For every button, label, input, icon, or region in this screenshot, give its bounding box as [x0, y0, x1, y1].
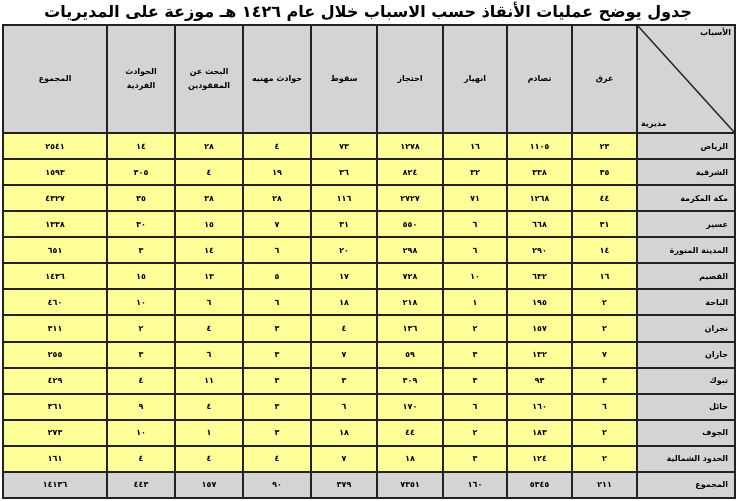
column-header: البحث عن المفقودين: [175, 25, 243, 133]
table-cell: ١٦: [572, 263, 637, 289]
column-header: الحوادث الفردية: [107, 25, 175, 133]
table-cell: ٨٢٤: [377, 159, 443, 185]
table-cell: ٣: [243, 368, 311, 394]
table-cell: ٣: [443, 342, 507, 368]
table-cell: ١٢٧٨: [377, 133, 443, 159]
table-row: [3, 263, 735, 289]
table-cell: ٣: [107, 237, 175, 263]
table-cell: ٥٩: [377, 342, 443, 368]
row-label: جازان: [637, 342, 735, 368]
corner-label-directorate: مديرية: [641, 119, 667, 128]
rescue-operations-table: [2, 24, 736, 499]
row-label: حائل: [637, 394, 735, 420]
table-cell: ٩٠: [243, 472, 311, 498]
column-header-total: المجموع: [3, 25, 107, 133]
table-cell: ١٨٣: [507, 420, 572, 446]
row-total-cell: ٢٥٤١: [3, 133, 107, 159]
table-row: [3, 237, 735, 263]
table-row: [3, 211, 735, 237]
table-cell: ٢٩٨: [377, 237, 443, 263]
table-cell: ١٣٦: [377, 315, 443, 341]
row-total-cell: ٦٥١: [3, 237, 107, 263]
table-cell: ١١: [175, 368, 243, 394]
table-cell: ٧: [311, 342, 377, 368]
table-row: [3, 185, 735, 211]
table-cell: ١٦٠: [507, 394, 572, 420]
table-cell: ٣٢: [443, 159, 507, 185]
table-cell: ٣: [443, 446, 507, 472]
table-cell: ٦: [572, 394, 637, 420]
table-cell: ٦: [443, 394, 507, 420]
table-cell: ٦: [243, 289, 311, 315]
column-header: حوادث مهنيه: [243, 25, 311, 133]
table-cell: ٣: [572, 368, 637, 394]
table-cell: ١١٦: [311, 185, 377, 211]
table-cell: ٢: [107, 315, 175, 341]
table-cell: ٥٣٤٥: [507, 472, 572, 498]
table-cell: ٢: [572, 420, 637, 446]
table-cell: ٤٤: [377, 420, 443, 446]
table-cell: ٦: [311, 394, 377, 420]
table-cell: ٧٣: [311, 133, 377, 159]
table-cell: ١٥٧: [507, 315, 572, 341]
table-cell: ٢: [443, 315, 507, 341]
table-cell: ٤: [243, 133, 311, 159]
table-cell: ١٤: [572, 237, 637, 263]
table-cell: ٤٤٣: [107, 472, 175, 498]
table-cell: ٣٦: [311, 159, 377, 185]
table-cell: ٤: [243, 446, 311, 472]
page-title: جدول يوضح عمليات الأنقاذ حسب الاسباب خلال عام ١٤٢٦ هـ موزعة على المديريات: [44, 2, 692, 21]
table-cell: ١٨: [311, 420, 377, 446]
table-cell: ٦: [175, 342, 243, 368]
table-cell: ٣: [311, 368, 377, 394]
row-label: مكة المكرمة: [637, 185, 735, 211]
table-cell: ١٣٢: [507, 342, 572, 368]
table-cell: ٣٥: [572, 159, 637, 185]
row-label: الجوف: [637, 420, 735, 446]
diagonal-line: [638, 26, 734, 132]
table-cell: ١٧: [311, 263, 377, 289]
row-label: الشرقية: [637, 159, 735, 185]
column-header: غرق: [572, 25, 637, 133]
table-cell: ٧: [243, 211, 311, 237]
table-cell: ٣: [243, 315, 311, 341]
table-cell: ٧: [572, 342, 637, 368]
row-label: الباحة: [637, 289, 735, 315]
table-cell: ٦: [443, 211, 507, 237]
table-cell: ٦٦٨: [507, 211, 572, 237]
table-row: [3, 159, 735, 185]
row-label: الحدود الشمالية: [637, 446, 735, 472]
row-total-cell: ٢٥٥: [3, 342, 107, 368]
table-cell: ١٦: [443, 133, 507, 159]
corner-label-causes: الأسباب: [700, 28, 731, 37]
table-cell: ٤: [175, 394, 243, 420]
table-cell: ٤: [175, 446, 243, 472]
column-header: سقوط: [311, 25, 377, 133]
table-cell: ١٢٤: [507, 446, 572, 472]
table-row: [3, 446, 735, 472]
table-cell: ٣: [243, 342, 311, 368]
table-cell: ٤: [107, 368, 175, 394]
table-cell: ١٥: [175, 211, 243, 237]
table-cell: ١٥: [107, 263, 175, 289]
table-cell: ٩٣: [507, 368, 572, 394]
row-total-cell: ٤٢٩: [3, 368, 107, 394]
row-total-cell: ٣٦١: [3, 394, 107, 420]
table-cell: ٢٣: [572, 133, 637, 159]
table-cell: ٦: [243, 237, 311, 263]
row-total-cell: ١٤١٣٦: [3, 472, 107, 498]
row-label: المدينة المنورة: [637, 237, 735, 263]
table-cell: ٤: [175, 315, 243, 341]
table-cell: ٦: [175, 289, 243, 315]
table-cell: ٣١: [572, 211, 637, 237]
table-cell: ١٢٦٨: [507, 185, 572, 211]
table-cell: ٢: [572, 446, 637, 472]
table-cell: ٤٤: [572, 185, 637, 211]
table-cell: ٧١: [443, 185, 507, 211]
table-cell: ٩: [107, 394, 175, 420]
table-cell: ٢٠: [311, 237, 377, 263]
table-cell: ٥٥٠: [377, 211, 443, 237]
row-label: نجران: [637, 315, 735, 341]
table-cell: ١: [443, 289, 507, 315]
table-cell: ١١٠٥: [507, 133, 572, 159]
total-label: المجموع: [637, 472, 735, 498]
table-row: [3, 394, 735, 420]
table-cell: ١٧٠: [377, 394, 443, 420]
table-cell: ٤: [175, 159, 243, 185]
table-cell: ٣: [243, 420, 311, 446]
table-cell: ٦٣٢: [507, 263, 572, 289]
table-cell: ٣١: [311, 211, 377, 237]
table-cell: ١٠: [107, 289, 175, 315]
table-cell: ٢١٨: [377, 289, 443, 315]
table-cell: ١٤: [175, 237, 243, 263]
table-cell: ٢: [443, 420, 507, 446]
table-cell: ٣: [107, 342, 175, 368]
table-cell: ١٥٧: [175, 472, 243, 498]
table-row: [3, 289, 735, 315]
table-cell: ٢٩٠: [507, 237, 572, 263]
table-cell: ٢٨: [175, 133, 243, 159]
table-cell: ٧: [311, 446, 377, 472]
table-cell: ١٦٠: [443, 472, 507, 498]
table-row: [3, 368, 735, 394]
table-cell: ٣٨: [175, 185, 243, 211]
column-header: احتجاز: [377, 25, 443, 133]
table-row: [3, 342, 735, 368]
row-label: عسير: [637, 211, 735, 237]
table-row: [3, 133, 735, 159]
table-cell: ٤: [311, 315, 377, 341]
row-total-cell: ٢٧٣: [3, 420, 107, 446]
table-cell: ٣٥: [107, 185, 175, 211]
row-label: القصيم: [637, 263, 735, 289]
table-cell: ٧٣٥١: [377, 472, 443, 498]
table-cell: ٧٢٨: [377, 263, 443, 289]
table-row: [3, 420, 735, 446]
table-cell: ٣٣٨: [507, 159, 572, 185]
row-label: تبوك: [637, 368, 735, 394]
row-total-cell: ٣١١: [3, 315, 107, 341]
row-total-cell: ١٥٩٣: [3, 159, 107, 185]
table-cell: ١٨: [377, 446, 443, 472]
table-cell: ١٤: [107, 133, 175, 159]
table-cell: ٢: [572, 289, 637, 315]
table-cell: ٣٠٥: [107, 159, 175, 185]
table-cell: ٤: [107, 446, 175, 472]
table-cell: ٢١١: [572, 472, 637, 498]
row-total-cell: ٤٦٠: [3, 289, 107, 315]
table-cell: ٣: [443, 368, 507, 394]
table-cell: ٣٧٩: [311, 472, 377, 498]
table-cell: ١٩: [243, 159, 311, 185]
table-cell: ٢: [572, 315, 637, 341]
table-cell: ٣٠: [107, 211, 175, 237]
row-label: الرياض: [637, 133, 735, 159]
column-header: تصادم: [507, 25, 572, 133]
header-row: [3, 25, 735, 133]
table-cell: ١٣: [175, 263, 243, 289]
table-cell: ٣: [243, 394, 311, 420]
table-cell: ١: [175, 420, 243, 446]
total-row: [3, 472, 735, 498]
table-cell: ١٠: [107, 420, 175, 446]
table-row: [3, 315, 735, 341]
row-total-cell: ١٦١: [3, 446, 107, 472]
table-cell: ٦: [443, 237, 507, 263]
row-total-cell: ١٤٣٦: [3, 263, 107, 289]
column-header: انهيار: [443, 25, 507, 133]
table-cell: ٣٠٩: [377, 368, 443, 394]
table-cell: ٢٧٢٧: [377, 185, 443, 211]
table-cell: ١٩٥: [507, 289, 572, 315]
row-total-cell: ٤٣٢٧: [3, 185, 107, 211]
corner-header: [637, 25, 735, 133]
table-cell: ١٨: [311, 289, 377, 315]
row-total-cell: ١٣٣٨: [3, 211, 107, 237]
table-cell: ٢٨: [243, 185, 311, 211]
table-cell: ٥: [243, 263, 311, 289]
table-cell: ١٠: [443, 263, 507, 289]
